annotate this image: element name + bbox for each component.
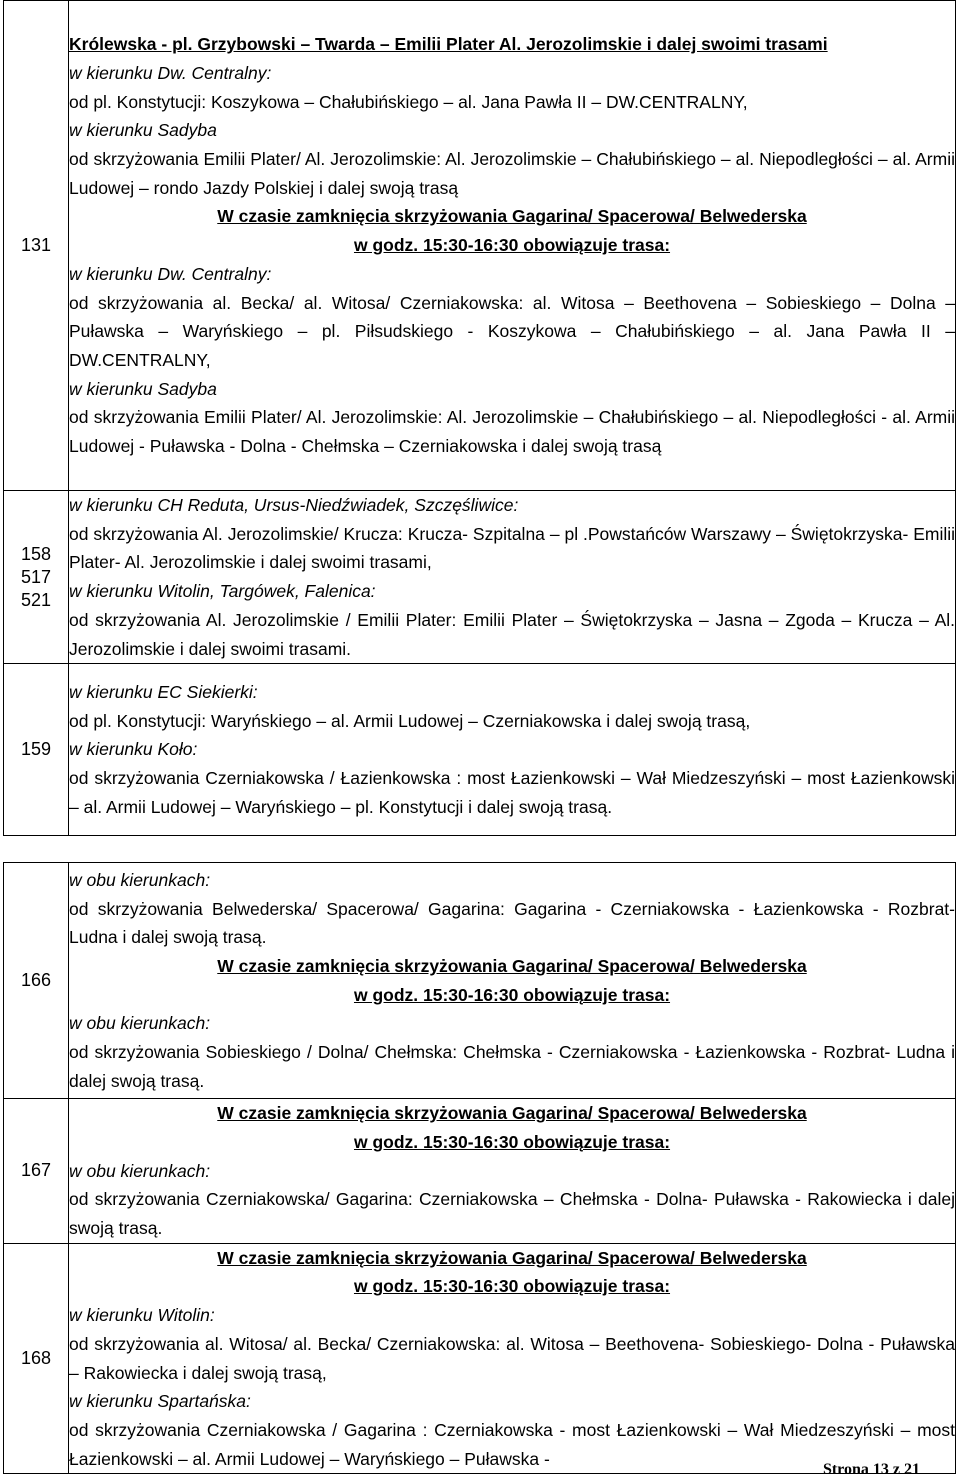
closure-hours: w godz. 15:30-16:30 obowiązuje trasa:: [353, 1276, 671, 1297]
route-description: [69, 863, 956, 1099]
line-number: 517: [20, 566, 52, 587]
line-number-cell: [4, 1243, 69, 1474]
direction-label: w kierunku Witolin:: [69, 1305, 215, 1326]
route-text: od skrzyżowania Belwederska/ Spacerowa/ Gagarina: Gagarina - Czerniakowska - Łazienkowska - Rozbrat- Ludna i dalej swoją trasą.: [69, 898, 955, 948]
route-row-159: [4, 664, 956, 836]
line-number: 166: [20, 970, 52, 991]
route-text: od skrzyżowania Sobieskiego / Dolna/ Chełmska: Chełmska - Czerniakowska - Łazienkowska - Rozbrat- Ludna i dalej swoją trasą.: [69, 1042, 955, 1091]
direction-label: w kierunku Sadyba: [69, 378, 217, 399]
line-number-cell: [4, 491, 69, 664]
route-description: [69, 664, 956, 836]
closure-hours: w godz. 15:30-16:30 obowiązuje trasa:: [353, 1131, 671, 1152]
route-row-166: [4, 863, 956, 1099]
direction-label: w kierunku Koło:: [69, 739, 198, 760]
direction-label: w obu kierunkach:: [69, 869, 211, 890]
line-number: 167: [20, 1160, 52, 1181]
line-number-cell: [4, 863, 69, 1099]
line-number-cell: [4, 664, 69, 836]
page-number: Strona 13 z 21: [822, 1461, 920, 1478]
direction-label: w kierunku EC Siekierki:: [69, 681, 258, 702]
route-description: [69, 1099, 956, 1244]
line-number: 168: [20, 1348, 52, 1369]
route-text: od skrzyżowania Emilii Plater/ Al. Jerozolimskie: Al. Jerozolimskie – Chałubińskiego – al. Niepodległości - al. Armii Ludowej - Puławska - Dolna - Chełmska – Czerniakowska i dalej swoją trasą: [69, 407, 955, 457]
line-number: 158: [20, 543, 52, 564]
direction-label: w kierunku CH Reduta, Ursus-Niedźwiadek, Szczęśliwice:: [69, 495, 519, 515]
route-text: od skrzyżowania Emilii Plater/ Al. Jerozolimskie: Al. Jerozolimskie – Chałubińskiego – al. Niepodległości – al. Armii Ludowej – rondo Jazdy Polskiej i dalej swoją trasą: [69, 149, 955, 198]
closure-hours: w godz. 15:30-16:30 obowiązuje trasa:: [353, 235, 671, 256]
line-number: 131: [20, 235, 52, 255]
line-number-cell: [4, 1099, 69, 1244]
page-gap: [4, 836, 956, 863]
route-description: [69, 491, 956, 664]
closure-hours: w godz. 15:30-16:30 obowiązuje trasa:: [353, 984, 671, 1005]
closure-heading: W czasie zamknięcia skrzyżowania Gagarina/ Spacerowa/ Belwederska: [217, 1247, 807, 1268]
route-table: [3, 0, 956, 1474]
direction-label: w obu kierunkach:: [69, 1013, 211, 1034]
route-text: od skrzyżowania al. Becka/ al. Witosa/ Czerniakowska: al. Witosa – Beethovena – Sobieskiego – Dolna – Puławska – Waryńskiego – pl. Piłsudskiego - Koszykowa – Chałubińskiego – al. Jana Pawła II – DW.CENTRALNY,: [69, 292, 955, 370]
route-text: od skrzyżowania Czerniakowska / Gagarina : Czerniakowska - most Łazienkowski – Wał Miedzeszyński – most Łazienkowski – al. Armii Ludowej – Waryńskiego – Puławska -: [69, 1419, 955, 1469]
direction-label: w kierunku Witolin, Targówek, Falenica:: [69, 581, 376, 602]
route-text: Królewska - pl. Grzybowski – Twarda – Emilii Plater Al. Jerozolimskie i dalej swoimi trasami: [69, 34, 828, 55]
direction-label: w kierunku Dw. Centralny:: [69, 263, 272, 284]
route-text: od skrzyżowania Al. Jerozolimskie/ Krucza: Krucza- Szpitalna – pl .Powstańców Warszawy – Świętokrzyska- Emilii Plater- Al. Jerozolimskie i dalej swoimi trasami,: [69, 523, 955, 573]
route-text: od skrzyżowania Al. Jerozolimskie / Emilii Plater: Emilii Plater – Świętokrzyska – Jasna – Zgoda – Krucza – Al. Jerozolimskie i dalej swoimi trasami.: [69, 609, 955, 659]
direction-label: w obu kierunkach:: [69, 1160, 211, 1181]
direction-label: w kierunku Dw. Centralny:: [69, 62, 272, 83]
route-text: od skrzyżowania Czerniakowska/ Gagarina: Czerniakowska – Chełmska - Dolna- Puławska - Rakowiecka i dalej swoją trasą.: [69, 1189, 955, 1239]
route-description: [69, 1243, 956, 1474]
route-row-158-517-521: [4, 491, 956, 664]
route-text: od pl. Konstytucji: Waryńskiego – al. Armii Ludowej – Czerniakowska i dalej swoją trasą,: [69, 710, 751, 731]
direction-label: w kierunku Sadyba: [69, 120, 217, 141]
closure-heading: W czasie zamknięcia skrzyżowania Gagarina/ Spacerowa/ Belwederska: [217, 956, 807, 977]
route-text: od skrzyżowania al. Witosa/ al. Becka/ Czerniakowska: al. Witosa – Beethovena- Sobieskiego- Dolna - Puławska – Rakowiecka i dalej swoją trasą,: [69, 1333, 955, 1383]
route-row-167: [4, 1099, 956, 1244]
route-text: od skrzyżowania Czerniakowska / Łazienkowska : most Łazienkowski – Wał Miedzeszyński – most Łazienkowski – al. Armii Ludowej – Waryńskiego – pl. Konstytucji i dalej swoją trasą.: [69, 768, 955, 817]
route-description: [69, 1, 956, 491]
line-number-cell: [4, 1, 69, 491]
line-number: 159: [20, 739, 52, 760]
closure-heading: W czasie zamknięcia skrzyżowania Gagarina/ Spacerowa/ Belwederska: [217, 206, 807, 227]
route-text: od pl. Konstytucji: Koszykowa – Chałubińskiego – al. Jana Pawła II – DW.CENTRALNY,: [69, 91, 748, 112]
direction-label: w kierunku Spartańska:: [69, 1391, 251, 1412]
route-row-131: [4, 1, 956, 491]
route-row-168: [4, 1243, 956, 1474]
line-number: 521: [20, 589, 52, 610]
closure-heading: W czasie zamknięcia skrzyżowania Gagarina/ Spacerowa/ Belwederska: [217, 1103, 807, 1124]
